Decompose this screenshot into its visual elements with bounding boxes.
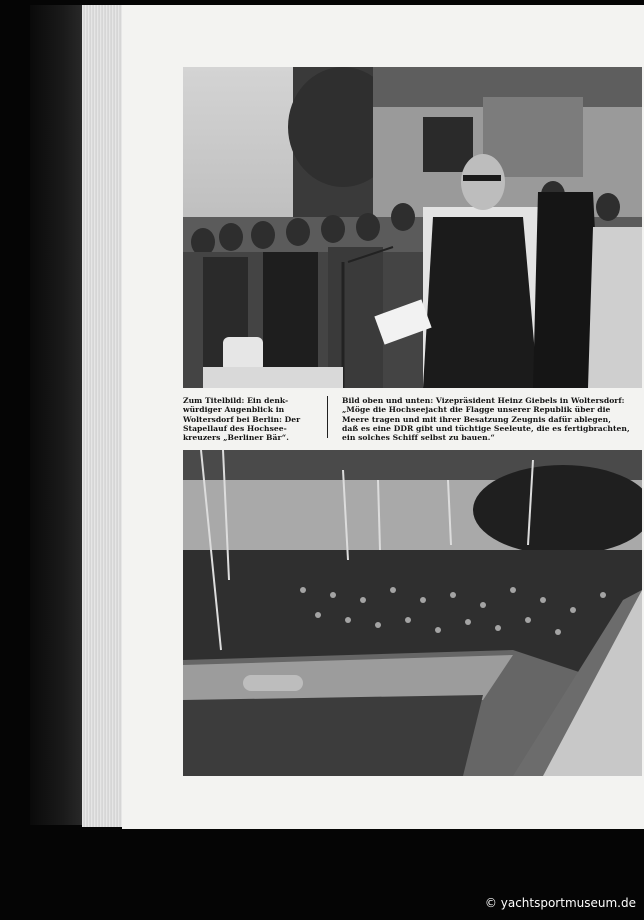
photo-speech-image	[183, 67, 642, 388]
caption-speech	[342, 396, 642, 442]
caption-left-line: Zum Titelbild: Ein denk-	[183, 396, 289, 405]
caption-right-line: ein solches Schiff selbst zu bauen.“	[342, 433, 495, 443]
caption-right-line: „Möge die Hochseejacht die Flagge unserer Republik über die	[342, 405, 611, 415]
page-edges	[82, 5, 124, 827]
caption-left-line: würdiger Augenblick in	[183, 405, 285, 415]
caption-title-image	[183, 396, 317, 442]
watermark: © yachtsportmuseum.de	[484, 896, 636, 910]
caption-left-line: Stapellauf des Hochsee-	[183, 423, 287, 433]
photo-harbor-crowd	[183, 450, 642, 776]
caption-right-line: Bild oben und unten: Vizepräsident Heinz Giebels in Woltersdorf:	[342, 396, 625, 405]
book-spine	[30, 5, 85, 825]
photo-harbor-image	[183, 450, 642, 776]
caption-right-line: Meere tragen und mit ihrer Besatzung Zeugnis dafür ablegen,	[342, 414, 611, 424]
caption-right-line: daß es eine DDR gibt und tüchtige Seeleute, die es fertigbrachten,	[342, 423, 630, 433]
caption-left-line: Woltersdorf bei Berlin: Der	[183, 414, 301, 424]
photo-speech-at-launch	[183, 67, 642, 388]
caption-left-line: kreuzers „Berliner Bär“.	[183, 433, 289, 443]
book-page	[122, 5, 644, 829]
caption-divider	[327, 396, 328, 438]
